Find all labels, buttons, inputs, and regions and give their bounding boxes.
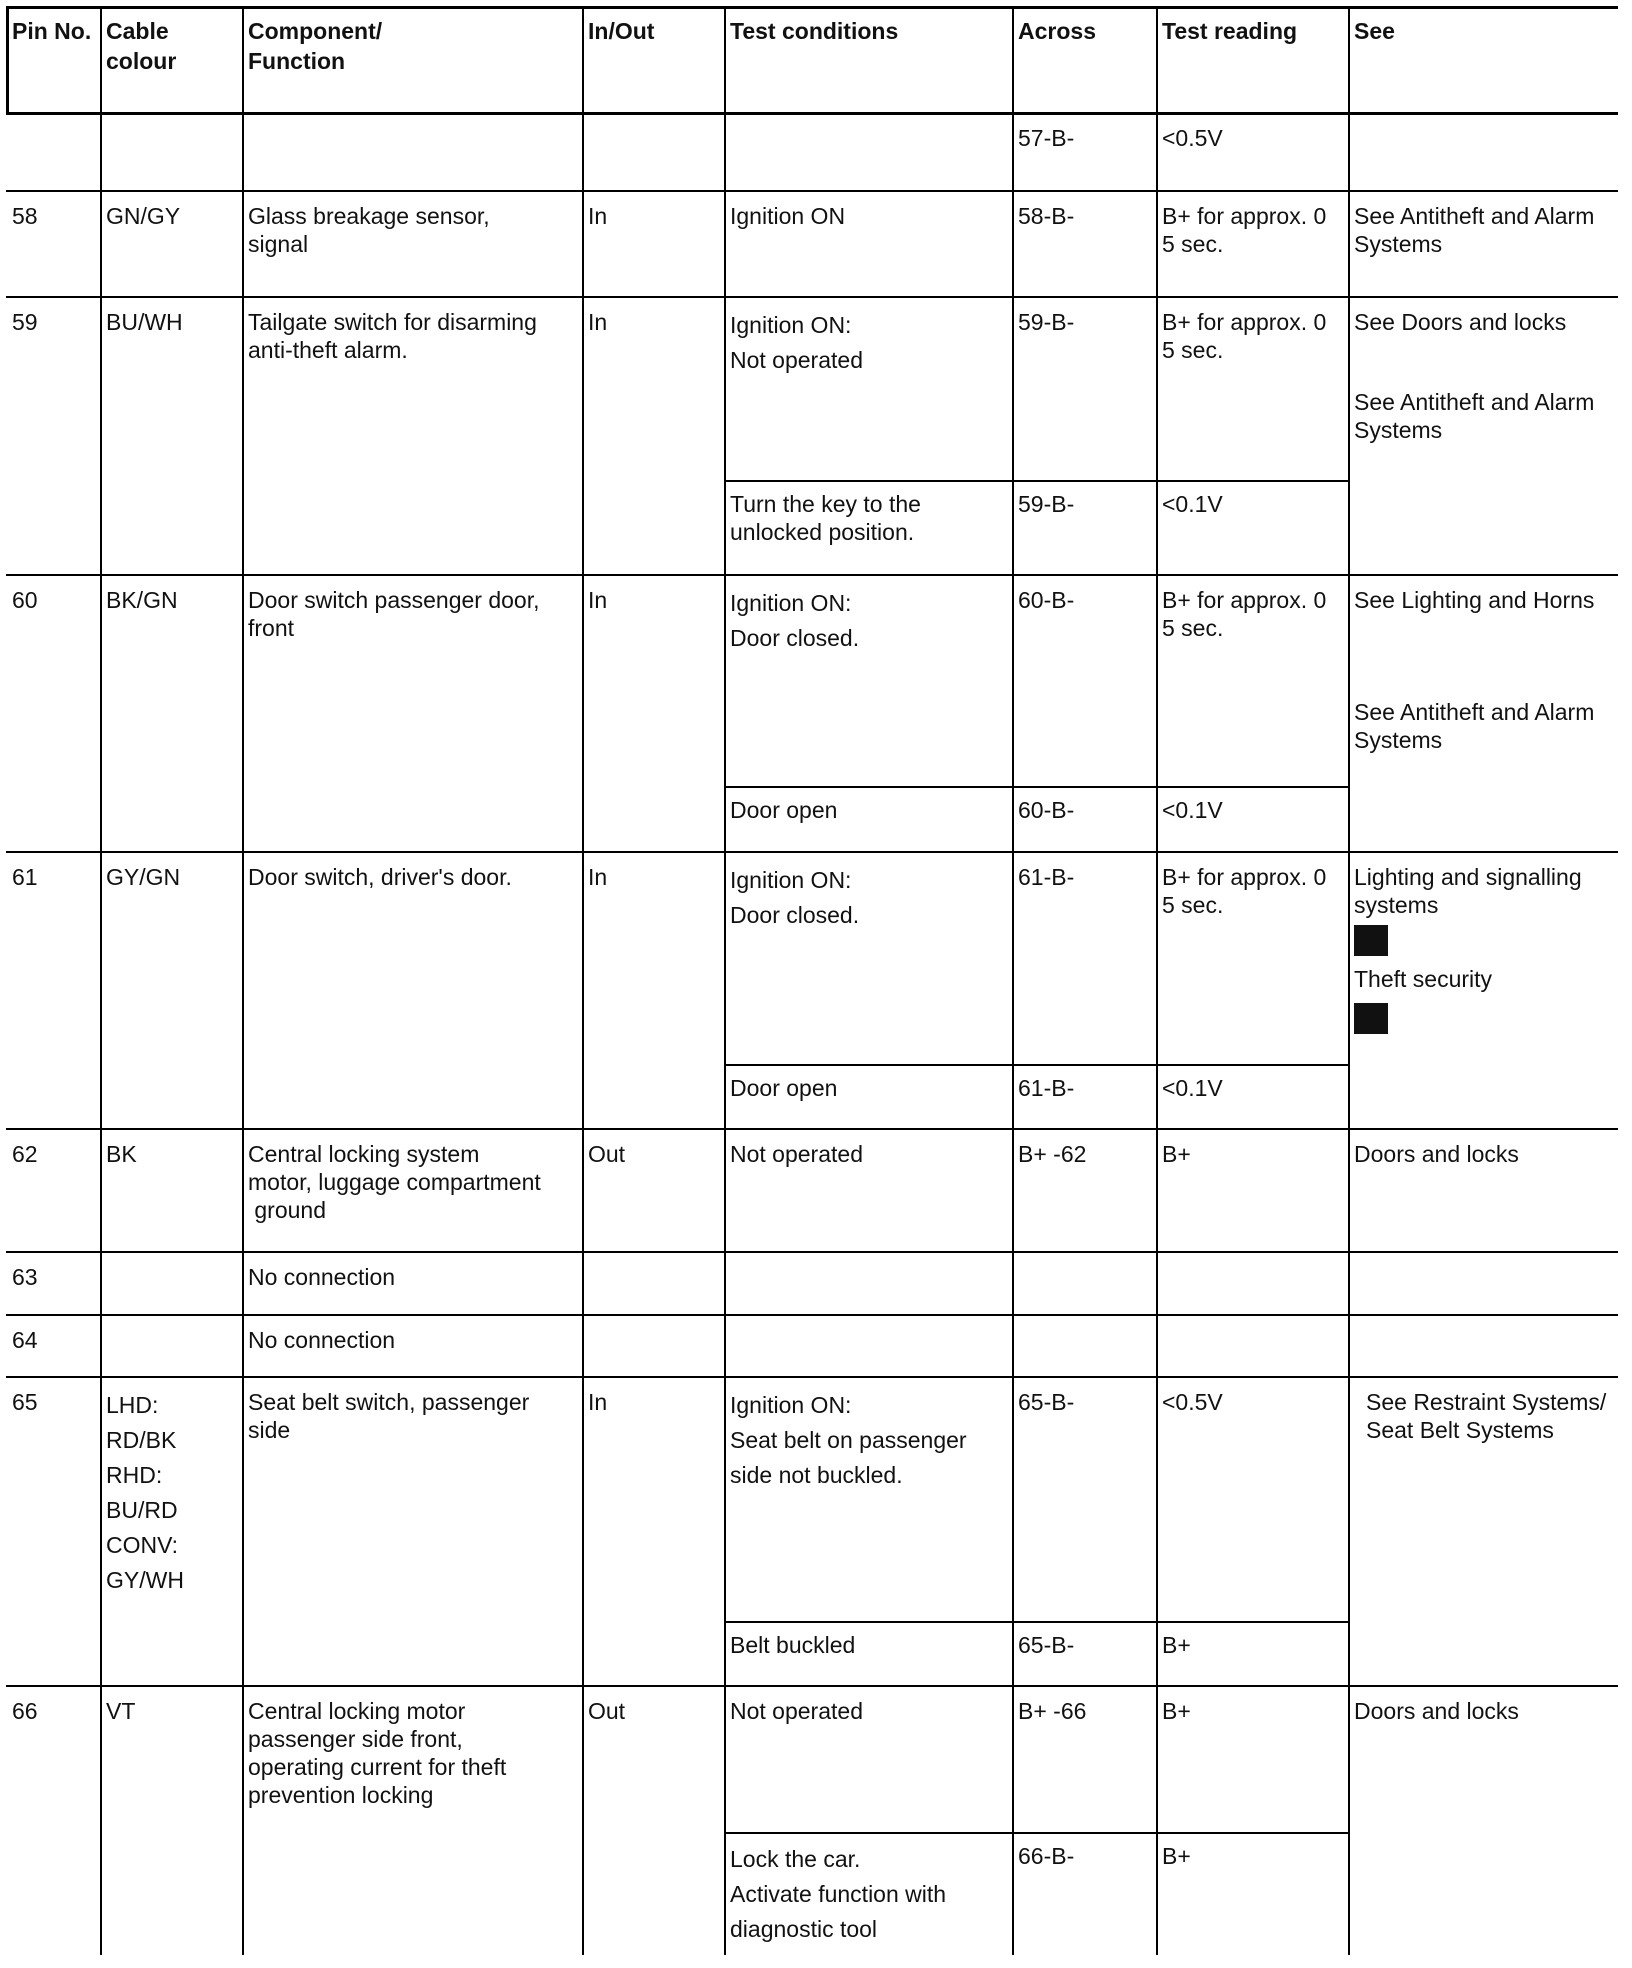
cable-colour: GY/GN (106, 864, 181, 890)
test-reading: B+ (1162, 1698, 1191, 1724)
component-function: Glass breakage sensor, signal (248, 203, 490, 257)
test-reading: B+ (1162, 1632, 1191, 1658)
test-reading: <0.1V (1162, 1075, 1223, 1101)
test-reading: B+ for approx. 0 5 sec. (1162, 864, 1327, 918)
see-reference: See Antitheft and Alarm Systems (1354, 203, 1595, 257)
reference-marker-icon (1354, 1003, 1388, 1034)
across-value: 60-B- (1018, 587, 1075, 613)
see-reference: Theft security (1354, 966, 1493, 992)
test-reading: <0.5V (1162, 125, 1223, 151)
row-separator (6, 1685, 1618, 1687)
component-function: Seat belt switch, passenger side (248, 1389, 530, 1443)
test-conditions: Ignition ON: Door closed. (730, 867, 860, 928)
component-function: No connection (248, 1264, 396, 1290)
sub-row-separator (724, 1621, 1348, 1623)
test-reading: B+ (1162, 1843, 1191, 1869)
see-reference: Lighting and signalling systems (1354, 864, 1582, 918)
row-separator (6, 190, 1618, 192)
header-bottom-border (6, 112, 1618, 115)
test-conditions: Door open (730, 1075, 838, 1101)
row-separator (6, 1128, 1618, 1130)
sub-row-separator (724, 480, 1348, 482)
test-conditions: Door open (730, 797, 838, 823)
test-conditions: Not operated (730, 1698, 863, 1724)
header-reading: Test reading (1162, 18, 1298, 44)
sub-row-separator (724, 1064, 1348, 1066)
test-reading: B+ for approx. 0 5 sec. (1162, 203, 1327, 257)
row-separator (6, 1376, 1618, 1378)
row-separator (6, 296, 1618, 298)
row-separator (6, 1314, 1618, 1316)
column-divider (1348, 6, 1350, 1955)
see-reference: See Lighting and Horns (1354, 587, 1595, 613)
pin-number: 63 (12, 1264, 38, 1290)
in-out: In (588, 309, 608, 335)
across-value: 59-B- (1018, 491, 1075, 517)
test-conditions: Turn the key to the unlocked position. (730, 491, 921, 545)
pin-number: 61 (12, 864, 38, 890)
pin-number: 62 (12, 1141, 38, 1167)
sub-row-separator (724, 786, 1348, 788)
see-reference: See Doors and locks (1354, 309, 1567, 335)
column-divider (242, 6, 244, 1955)
test-conditions: Belt buckled (730, 1632, 856, 1658)
in-out: Out (588, 1698, 626, 1724)
header-conditions: Test conditions (730, 18, 899, 44)
component-function: Tailgate switch for disarming anti-theft alarm. (248, 309, 537, 363)
header-across: Across (1018, 18, 1096, 44)
in-out: In (588, 203, 608, 229)
column-divider (582, 6, 584, 1955)
across-value: 57-B- (1018, 125, 1075, 151)
across-value: 65-B- (1018, 1389, 1075, 1415)
header-see: See (1354, 18, 1395, 44)
pin-number: 66 (12, 1698, 38, 1724)
pin-number: 60 (12, 587, 38, 613)
in-out: Out (588, 1141, 626, 1167)
test-conditions: Not operated (730, 1141, 863, 1167)
test-conditions: Lock the car. Activate function with diagnostic tool (730, 1846, 947, 1942)
across-value: 61-B- (1018, 1075, 1075, 1101)
across-value: 60-B- (1018, 797, 1075, 823)
header-left-border (6, 6, 9, 114)
header-cable: Cable colour (106, 18, 177, 74)
test-reading: <0.1V (1162, 491, 1223, 517)
column-divider (100, 6, 102, 1955)
row-separator (6, 574, 1618, 576)
cable-colour: BK/GN (106, 587, 178, 613)
cable-colour: BK (106, 1141, 137, 1167)
test-conditions: Ignition ON: Seat belt on passenger side not buckled. (730, 1392, 967, 1488)
column-divider (1012, 6, 1014, 1955)
across-value: 66-B- (1018, 1843, 1075, 1869)
across-value: 61-B- (1018, 864, 1075, 890)
across-value: 59-B- (1018, 309, 1075, 335)
component-function: Door switch, driver's door. (248, 864, 512, 890)
row-separator (6, 1251, 1618, 1253)
in-out: In (588, 864, 608, 890)
header-pin: Pin No. (12, 18, 92, 44)
across-value: B+ -66 (1018, 1698, 1087, 1724)
across-value: B+ -62 (1018, 1141, 1087, 1167)
across-value: 58-B- (1018, 203, 1075, 229)
test-reading: B+ for approx. 0 5 sec. (1162, 587, 1327, 641)
see-reference: See Restraint Systems/ Seat Belt Systems (1366, 1389, 1607, 1443)
test-reading: B+ (1162, 1141, 1191, 1167)
see-reference: See Antitheft and Alarm Systems (1354, 389, 1595, 443)
table-top-border (6, 6, 1618, 9)
sub-row-separator (724, 1832, 1348, 1834)
column-divider (1156, 6, 1158, 1955)
component-function: No connection (248, 1327, 396, 1353)
cable-colour: GN/GY (106, 203, 181, 229)
row-separator (6, 851, 1618, 853)
see-reference: Doors and locks (1354, 1698, 1519, 1724)
see-reference: Doors and locks (1354, 1141, 1519, 1167)
test-reading: <0.1V (1162, 797, 1223, 823)
component-function: Central locking motor passenger side front, operating current for theft prevention locking (248, 1698, 507, 1808)
component-function: Door switch passenger door, front (248, 587, 540, 641)
test-conditions: Ignition ON (730, 203, 846, 229)
test-reading: <0.5V (1162, 1389, 1223, 1415)
cable-colour: BU/WH (106, 309, 183, 335)
pin-number: 64 (12, 1327, 38, 1353)
component-function: Central locking system motor, luggage compartment ground (248, 1141, 541, 1223)
reference-marker-icon (1354, 925, 1388, 956)
across-value: 65-B- (1018, 1632, 1075, 1658)
header-inout: In/Out (588, 18, 655, 44)
pin-number: 58 (12, 203, 38, 229)
in-out: In (588, 587, 608, 613)
pin-number: 59 (12, 309, 38, 335)
test-conditions: Ignition ON: Door closed. (730, 590, 860, 651)
pin-number: 65 (12, 1389, 38, 1415)
header-component: Component/ Function (248, 18, 383, 74)
column-divider (724, 6, 726, 1955)
cable-colour: VT (106, 1698, 136, 1724)
test-conditions: Ignition ON: Not operated (730, 312, 863, 373)
see-reference: See Antitheft and Alarm Systems (1354, 699, 1595, 753)
in-out: In (588, 1389, 608, 1415)
cable-colour: LHD: RD/BK RHD: BU/RD CONV: GY/WH (106, 1392, 184, 1593)
test-reading: B+ for approx. 0 5 sec. (1162, 309, 1327, 363)
